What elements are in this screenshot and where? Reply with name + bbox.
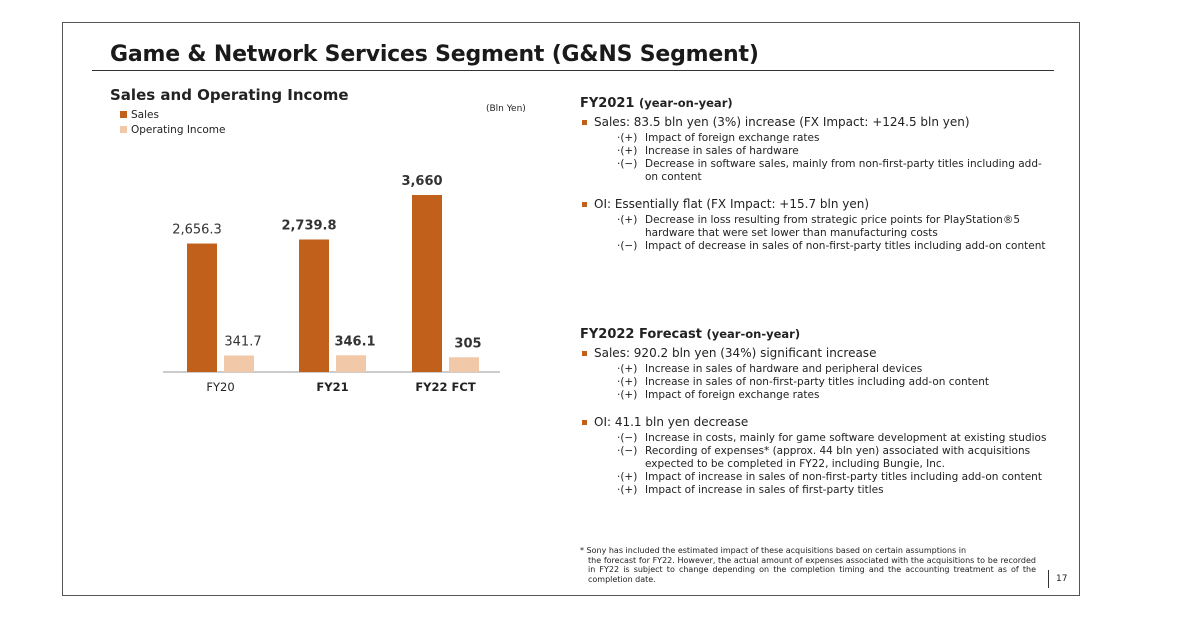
- bullet-square-icon: [582, 202, 587, 207]
- item-text: Increase in costs, mainly for game software development at existing studios: [645, 432, 1047, 444]
- item-text: Impact of foreign exchange rates: [645, 389, 820, 401]
- fy2021-yoy: (year-on-year): [639, 96, 733, 110]
- fy2022-section: [580, 327, 1050, 497]
- item-text: Decrease in loss resulting from strategic price points for PlayStation®5 hardware that were set lower than manufacturing costs: [645, 214, 1020, 239]
- fy2022-oi-bullet: [580, 415, 1050, 430]
- footnote-first-line: * Sony has included the estimated impact of these acquisitions based on certain assumptions in: [580, 546, 967, 555]
- item-text: Increase in sales of non-first-party titles including add-on content: [645, 376, 990, 388]
- item-sign: ·(+): [617, 363, 638, 375]
- item-text: Impact of increase in sales of first-party titles: [645, 484, 884, 496]
- item-text: Impact of foreign exchange rates: [645, 132, 820, 144]
- sales-data-label: 2,656.3: [172, 222, 222, 238]
- fy2022-oi-item: [580, 471, 1050, 484]
- chart-title: Sales and Operating Income: [110, 86, 349, 104]
- oi-data-label: 341.7: [224, 334, 262, 350]
- bullet-square-icon: [582, 420, 587, 425]
- fy2021-oi-label: OI: Essentially flat (FX Impact: +15.7 bln yen): [594, 197, 870, 211]
- item-sign: ·(+): [617, 471, 638, 483]
- fy2021-heading: [580, 96, 1050, 111]
- legend-label-sales: Sales: [131, 108, 159, 121]
- item-text: Decrease in software sales, mainly from non-first-party titles including add-on content: [645, 158, 1042, 183]
- sales-bar: [299, 240, 329, 372]
- item-sign: ·(−): [617, 445, 638, 457]
- fy2021-heading-text: FY2021: [580, 96, 635, 111]
- fy2021-sales-items: [580, 132, 1050, 184]
- item-text: Impact of decrease in sales of non-first-party titles including add-on content: [645, 240, 1046, 252]
- item-sign: ·(+): [617, 145, 638, 157]
- fy2021-sales-item: [580, 158, 1050, 184]
- bar-chart: [0, 0, 560, 420]
- sales-data-label: 2,739.8: [281, 218, 337, 234]
- x-tick-label: FY22 FCT: [415, 380, 476, 394]
- item-sign: ·(+): [617, 376, 638, 388]
- fy2021-sales-item: [580, 132, 1050, 145]
- item-text: Recording of expenses* (approx. 44 bln yen) associated with acquisitions expected to be completed in FY22, including Bungie, Inc.: [645, 445, 1031, 470]
- oi-bar: [224, 355, 254, 372]
- oi-data-label: 305: [454, 336, 482, 352]
- fy2021-sales-label: Sales: 83.5 bln yen (3%) increase (FX Impact: +124.5 bln yen): [594, 115, 970, 129]
- item-sign: ·(+): [617, 389, 638, 401]
- item-text: Impact of increase in sales of non-first-party titles including add-on content: [645, 471, 1042, 483]
- chart-unit-label: (Bln Yen): [486, 104, 526, 114]
- bullet-square-icon: [582, 351, 587, 356]
- page-number: 17: [1048, 570, 1067, 588]
- fy2021-section: [580, 96, 1050, 253]
- fy2022-oi-item: [580, 445, 1050, 471]
- fy2022-sales-items: [580, 363, 1050, 402]
- item-sign: ·(−): [617, 432, 638, 444]
- page-title: Game & Network Services Segment (G&NS Segment): [110, 42, 759, 67]
- legend-label-oi: Operating Income: [131, 123, 226, 136]
- sales-data-label: 3,660: [401, 174, 443, 189]
- item-text: Increase in sales of hardware and peripheral devices: [645, 363, 923, 375]
- fy2021-oi-items: [580, 214, 1050, 253]
- fy2022-yoy: (year-on-year): [706, 327, 801, 341]
- fy2021-sales-bullet: [580, 115, 1050, 130]
- fy2022-oi-label: OI: 41.1 bln yen decrease: [594, 415, 749, 429]
- oi-bar: [336, 355, 366, 372]
- fy2022-sales-item: [580, 376, 1050, 389]
- fy2022-oi-items: [580, 432, 1050, 497]
- item-sign: ·(+): [617, 132, 638, 144]
- fy2022-oi-item: [580, 484, 1050, 497]
- fy2022-sales-bullet: [580, 346, 1050, 361]
- oi-bar: [449, 357, 479, 372]
- footnote-rest: the forecast for FY22. However, the actual amount of expenses associated with the acquisitions to be recorded in FY22 is subject to change depending on the completion timing and the accounting treatment as of the completion date.: [588, 555, 1036, 584]
- fy2022-heading: [580, 327, 1050, 342]
- fy2022-oi-item: [580, 432, 1050, 445]
- item-sign: ·(+): [617, 484, 638, 496]
- fy2022-heading-text: FY2022 Forecast: [580, 327, 702, 342]
- bullet-square-icon: [582, 120, 587, 125]
- fy2021-sales-item: [580, 145, 1050, 158]
- item-sign: ·(−): [617, 240, 638, 252]
- footnote: [580, 546, 1036, 584]
- fy2022-sales-item: [580, 363, 1050, 376]
- sales-bar: [187, 244, 217, 372]
- sales-bar: [412, 195, 442, 372]
- fy2021-oi-item: [580, 214, 1050, 240]
- x-tick-label: FY21: [316, 380, 349, 394]
- x-tick-label: FY20: [206, 380, 235, 394]
- item-sign: ·(+): [617, 214, 638, 226]
- item-text: Increase in sales of hardware: [645, 145, 799, 157]
- fy2022-sales-item: [580, 389, 1050, 402]
- fy2022-sales-label: Sales: 920.2 bln yen (34%) significant increase: [594, 346, 877, 360]
- fy2021-oi-bullet: [580, 197, 1050, 212]
- oi-data-label: 346.1: [334, 334, 376, 350]
- fy2021-oi-item: [580, 240, 1050, 253]
- item-sign: ·(−): [617, 158, 638, 170]
